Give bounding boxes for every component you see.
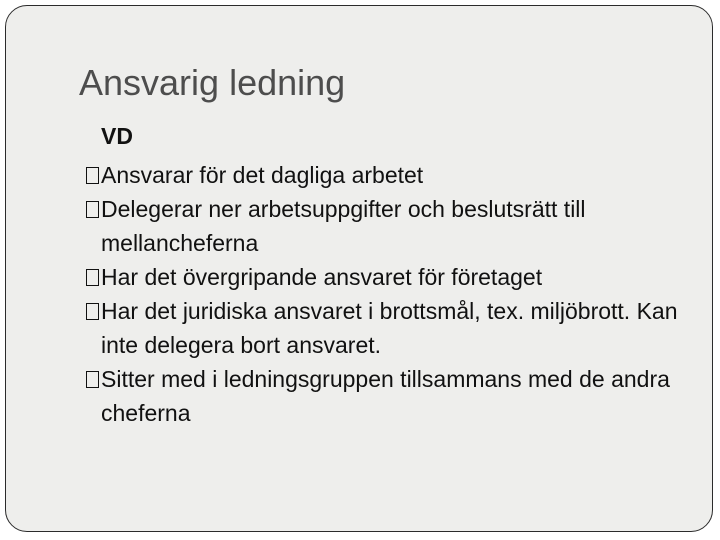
bullet-text: Ansvarar för det dagliga arbetet — [101, 162, 424, 188]
bullet-item — [86, 362, 686, 430]
square-box-icon — [86, 269, 99, 286]
bullet-item — [86, 192, 686, 260]
bullet-text: Har det juridiska ansvaret i brottsmål, tex. miljöbrott. Kan inte delegera bort ansvaret. — [101, 298, 678, 358]
slide-subheading: VD — [101, 123, 133, 149]
bullet-item — [86, 294, 686, 362]
slide-frame — [5, 5, 713, 532]
bullet-text: Sitter med i ledningsgruppen tillsammans med de andra cheferna — [101, 366, 670, 426]
bullet-item — [86, 260, 686, 294]
square-box-icon — [86, 167, 99, 184]
bullet-text: Delegerar ner arbetsuppgifter och beslutsrätt till mellancheferna — [101, 196, 586, 256]
square-box-icon — [86, 201, 99, 218]
square-box-icon — [86, 303, 99, 320]
slide-title: Ansvarig ledning — [79, 62, 346, 103]
bullet-text: Har det övergripande ansvaret för företaget — [101, 264, 543, 290]
bullet-item — [86, 158, 686, 192]
bullet-list — [86, 158, 686, 430]
square-box-icon — [86, 371, 99, 388]
